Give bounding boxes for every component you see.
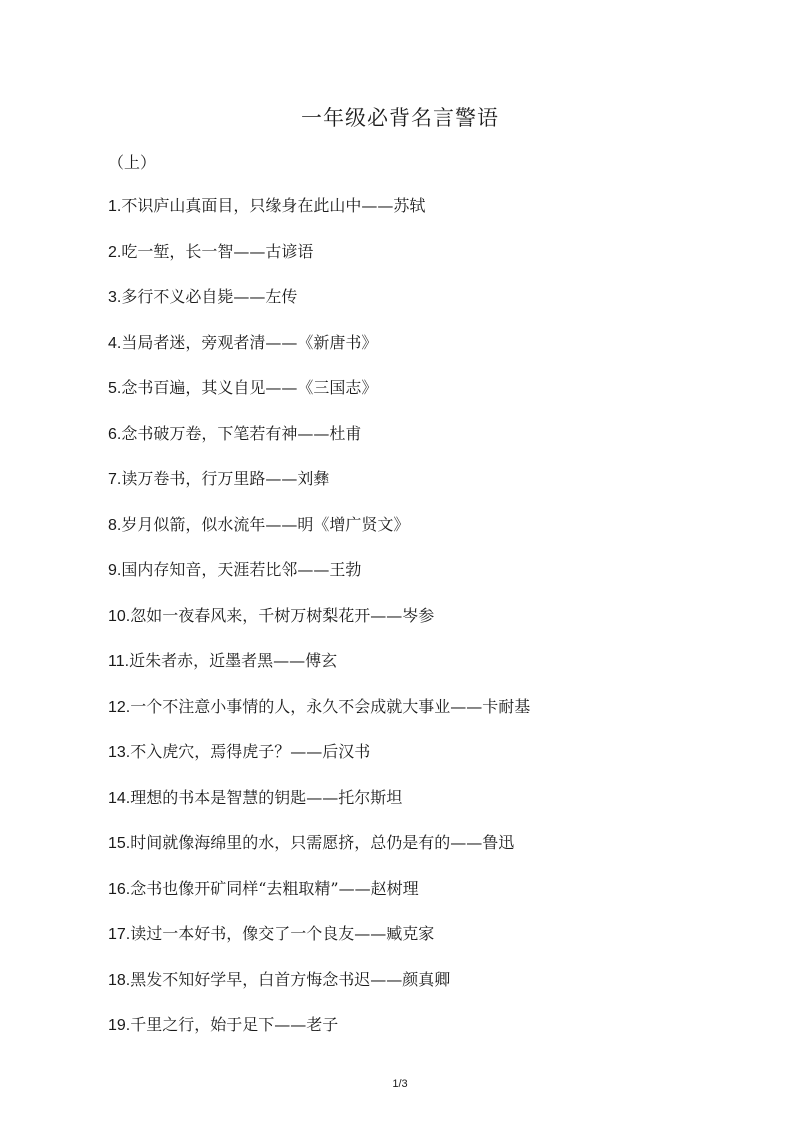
quote-list xyxy=(108,191,530,1056)
quote-number: 16. xyxy=(108,880,131,898)
quote-text: 不识庐山真面目，只缘身在此山中——苏轼 xyxy=(121,196,426,215)
quote-text: 一个不注意小事情的人，永久不会成就大事业——卡耐基 xyxy=(130,696,531,716)
quote-number: 9. xyxy=(108,562,122,579)
quote-item xyxy=(108,692,530,738)
quote-text: 多行不义必自毙——左传 xyxy=(121,287,298,306)
quote-text: 念书百遍，其义自见——《三国志》 xyxy=(121,378,378,397)
quote-item xyxy=(108,373,530,419)
quote-item xyxy=(108,191,530,237)
quote-number: 17. xyxy=(108,926,131,943)
quote-item xyxy=(108,237,530,283)
quote-text: 千里之行，始于足下——老子 xyxy=(130,1015,339,1034)
quote-number: 15. xyxy=(108,835,131,852)
quote-item xyxy=(108,919,530,965)
quote-item xyxy=(108,510,530,556)
quote-text: 时间就像海绵里的水，只需愿挤，总仍是有的——鲁迅 xyxy=(130,833,515,852)
quote-item xyxy=(108,783,530,829)
quote-number: 6. xyxy=(108,425,122,443)
quote-item xyxy=(108,601,530,647)
quote-text: 读过一本好书，像交了一个良友——臧克家 xyxy=(130,924,435,943)
quote-item xyxy=(108,737,530,783)
quote-text: 不入虎穴，焉得虎子？——后汉书 xyxy=(130,742,371,761)
quote-text: 忽如一夜春风来，千树万树梨花开——岑参 xyxy=(130,605,435,625)
quote-item xyxy=(108,555,530,601)
quote-text: 读万卷书，行万里路——刘彝 xyxy=(121,469,330,488)
quote-number: 18. xyxy=(108,971,131,989)
quote-item xyxy=(108,1010,530,1056)
quote-number: 1. xyxy=(108,198,122,215)
quote-text: 近朱者赤，近墨者黑——傅玄 xyxy=(129,651,338,670)
quote-text: 黑发不知好学早，白首方悔念书迟——颜真卿 xyxy=(130,969,451,989)
quote-number: 2. xyxy=(108,243,122,261)
quote-item xyxy=(108,874,530,920)
quote-item xyxy=(108,965,530,1011)
quote-number: 12. xyxy=(108,698,131,716)
quote-text: 念书破万卷，下笔若有神——杜甫 xyxy=(121,423,362,443)
quote-item xyxy=(108,419,530,465)
quote-number: 13. xyxy=(108,744,131,761)
section-label: （上） xyxy=(108,153,157,172)
quote-number: 10. xyxy=(108,607,131,625)
quote-text: 吃一堑，长一智——古谚语 xyxy=(121,241,314,261)
quote-item xyxy=(108,646,530,692)
quote-number: 11. xyxy=(108,653,130,670)
quote-number: 14. xyxy=(108,789,131,807)
quote-text: 岁月似箭，似水流年——明《增广贤文》 xyxy=(121,514,410,534)
quote-item xyxy=(108,328,530,374)
quote-number: 7. xyxy=(108,471,122,488)
quote-number: 3. xyxy=(108,289,122,306)
quote-item xyxy=(108,464,530,510)
quote-text: 当局者迷，旁观者清——《新唐书》 xyxy=(121,332,378,352)
quote-text: 理想的书本是智慧的钥匙——托尔斯坦 xyxy=(130,787,403,807)
quote-item xyxy=(108,282,530,328)
quote-number: 19. xyxy=(108,1017,131,1034)
quote-text: 念书也像开矿同样“去粗取精”——赵树理 xyxy=(130,878,419,898)
quote-item xyxy=(108,828,530,874)
document-title: 一年级必背名言警语 xyxy=(301,106,499,130)
quote-text: 国内存知音，天涯若比邻——王勃 xyxy=(121,560,362,579)
quote-number: 5. xyxy=(108,380,122,397)
quote-number: 8. xyxy=(108,516,122,534)
quote-number: 4. xyxy=(108,334,122,352)
page-number: 1/3 xyxy=(392,1078,408,1090)
